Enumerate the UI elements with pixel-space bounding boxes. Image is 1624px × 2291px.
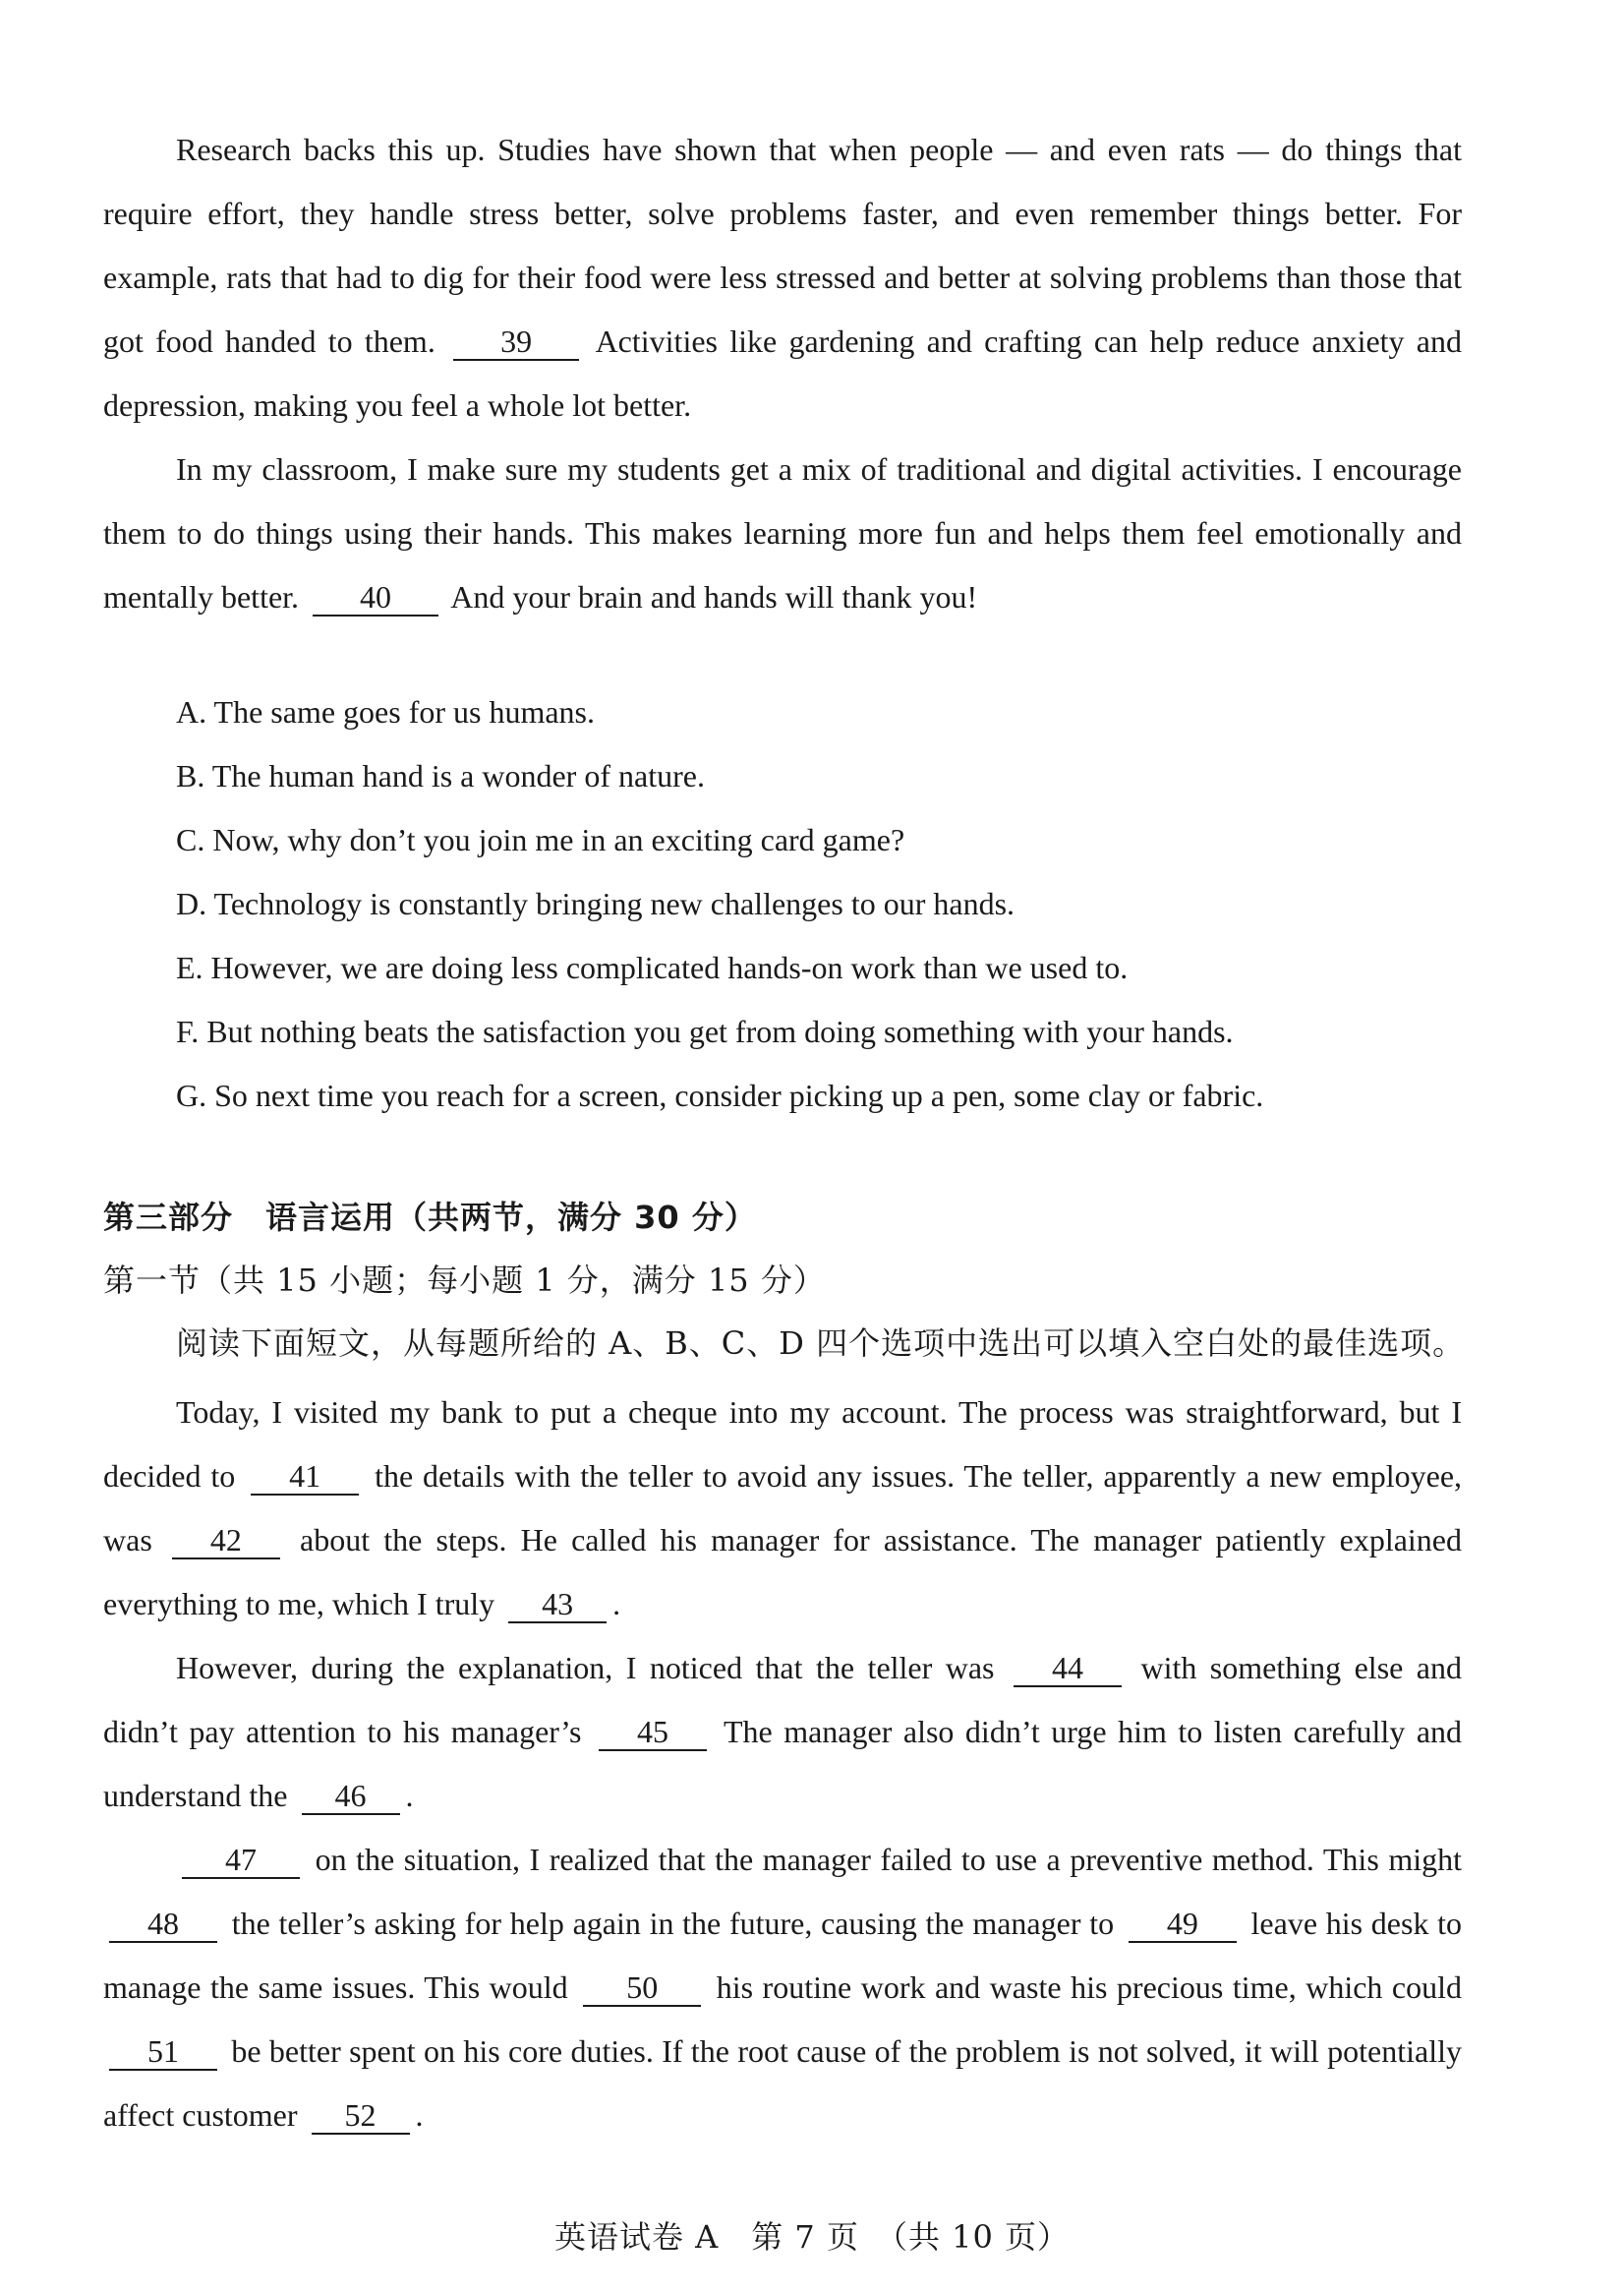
paragraph-text: The manager also didn’t urge him to listen carefully and understand the	[103, 1714, 1463, 1813]
section-heading: 第三部分 语言运用（共两节，满分 30 分）	[103, 1199, 757, 1236]
paragraph-text: with something else and didn’t pay attention to his manager’s	[103, 1650, 1463, 1749]
paragraph-text: about the steps. He called his manager for assistance. The manager patiently explained everything to me, which I truly	[103, 1522, 1463, 1621]
answer-options	[176, 680, 1454, 1128]
paragraph-text: his routine work and waste his precious time, which could	[716, 1969, 1463, 2005]
blank-41[interactable]: 41	[251, 1458, 359, 1496]
section-instruction: 阅读下面短文，从每题所给的 A、B、C、D 四个选项中选出可以填入空白处的最佳选项。	[176, 1324, 1466, 1362]
blank-39[interactable]: 39	[453, 323, 579, 361]
option-e: E. However, we are doing less complicated hands-on work than we used to.	[176, 950, 1129, 985]
blank-42[interactable]: 42	[172, 1522, 280, 1559]
paragraph-text: the teller’s asking for help again in the future, causing the manager to	[231, 1906, 1115, 1941]
cloze-paragraph-1	[103, 1380, 1462, 1636]
page-footer: 英语试卷 A 第 7 页 （共 10 页）	[553, 2218, 1071, 2256]
paragraph-text: leave his desk to manage the same issues. This would	[103, 1906, 1463, 2005]
blank-48[interactable]: 48	[109, 1906, 217, 1943]
option-g: G. So next time you reach for a screen, consider picking up a pen, some clay or fabric.	[176, 1078, 1264, 1113]
blank-49[interactable]: 49	[1129, 1906, 1237, 1943]
option-d: D. Technology is constantly bringing new challenges to our hands.	[176, 886, 1015, 921]
cloze-paragraph-3	[103, 1828, 1462, 2147]
paragraph-text: the details with the teller to avoid any issues. The teller, apparently a new employee, was	[103, 1458, 1463, 1557]
blank-50[interactable]: 50	[583, 1969, 701, 2007]
blank-43[interactable]: 43	[508, 1586, 607, 1623]
paragraph-text: And your brain and hands will thank you!	[450, 579, 978, 615]
cloze-paragraph-2	[103, 1636, 1462, 1828]
cloze-passage	[103, 1380, 1462, 2147]
blank-45[interactable]: 45	[599, 1714, 707, 1751]
paragraph-text: Research backs this up. Studies have shown that when people — and even rats — do things that require effort, they handle stress better, solve problems faster, and even remember things better. For example, rats that had to dig for their food were less stressed and better at solving problems than those that got food handed to them.	[103, 132, 1462, 359]
blank-40[interactable]: 40	[313, 579, 438, 617]
reading-passage	[103, 118, 1462, 629]
option-f: F. But nothing beats the satisfaction you get from doing something with your hands.	[176, 1014, 1234, 1049]
blank-47[interactable]: 47	[182, 1842, 300, 1879]
paragraph-text: .	[612, 1586, 621, 1621]
paragraph-text: In my classroom, I make sure my students get a mix of traditional and digital activities. I encourage them to do things using their hands. This makes learning more fun and helps them feel emotionally and mentally better.	[103, 451, 1462, 615]
paragraph-text: However, during the explanation, I noticed that the teller was	[176, 1650, 995, 1685]
blank-44[interactable]: 44	[1014, 1650, 1122, 1687]
paragraph-text: be better spent on his core duties. If the root cause of the problem is not solved, it will potentially affect customer	[103, 2033, 1463, 2133]
blank-52[interactable]: 52	[312, 2097, 410, 2135]
blank-46[interactable]: 46	[302, 1778, 400, 1815]
option-b: B. The human hand is a wonder of nature.	[176, 758, 705, 793]
option-c: C. Now, why don’t you join me in an exciting card game?	[176, 822, 905, 857]
section-subheading: 第一节（共 15 小题；每小题 1 分，满分 15 分）	[103, 1262, 826, 1299]
paragraph-text: Activities like gardening and crafting can help reduce anxiety and depression, making you feel a whole lot better.	[103, 323, 1463, 423]
paragraph-text: .	[415, 2097, 424, 2133]
passage-paragraph-2	[103, 438, 1462, 629]
paragraph-text: .	[405, 1778, 414, 1813]
paragraph-text: on the situation, I realized that the manager failed to use a preventive method. This might	[315, 1842, 1463, 1877]
passage-paragraph-1	[103, 118, 1462, 438]
blank-51[interactable]: 51	[109, 2033, 217, 2071]
option-a: A. The same goes for us humans.	[176, 694, 595, 730]
paragraph-text: Today, I visited my bank to put a cheque into my account. The process was straightforward, but I decided to	[103, 1394, 1462, 1494]
